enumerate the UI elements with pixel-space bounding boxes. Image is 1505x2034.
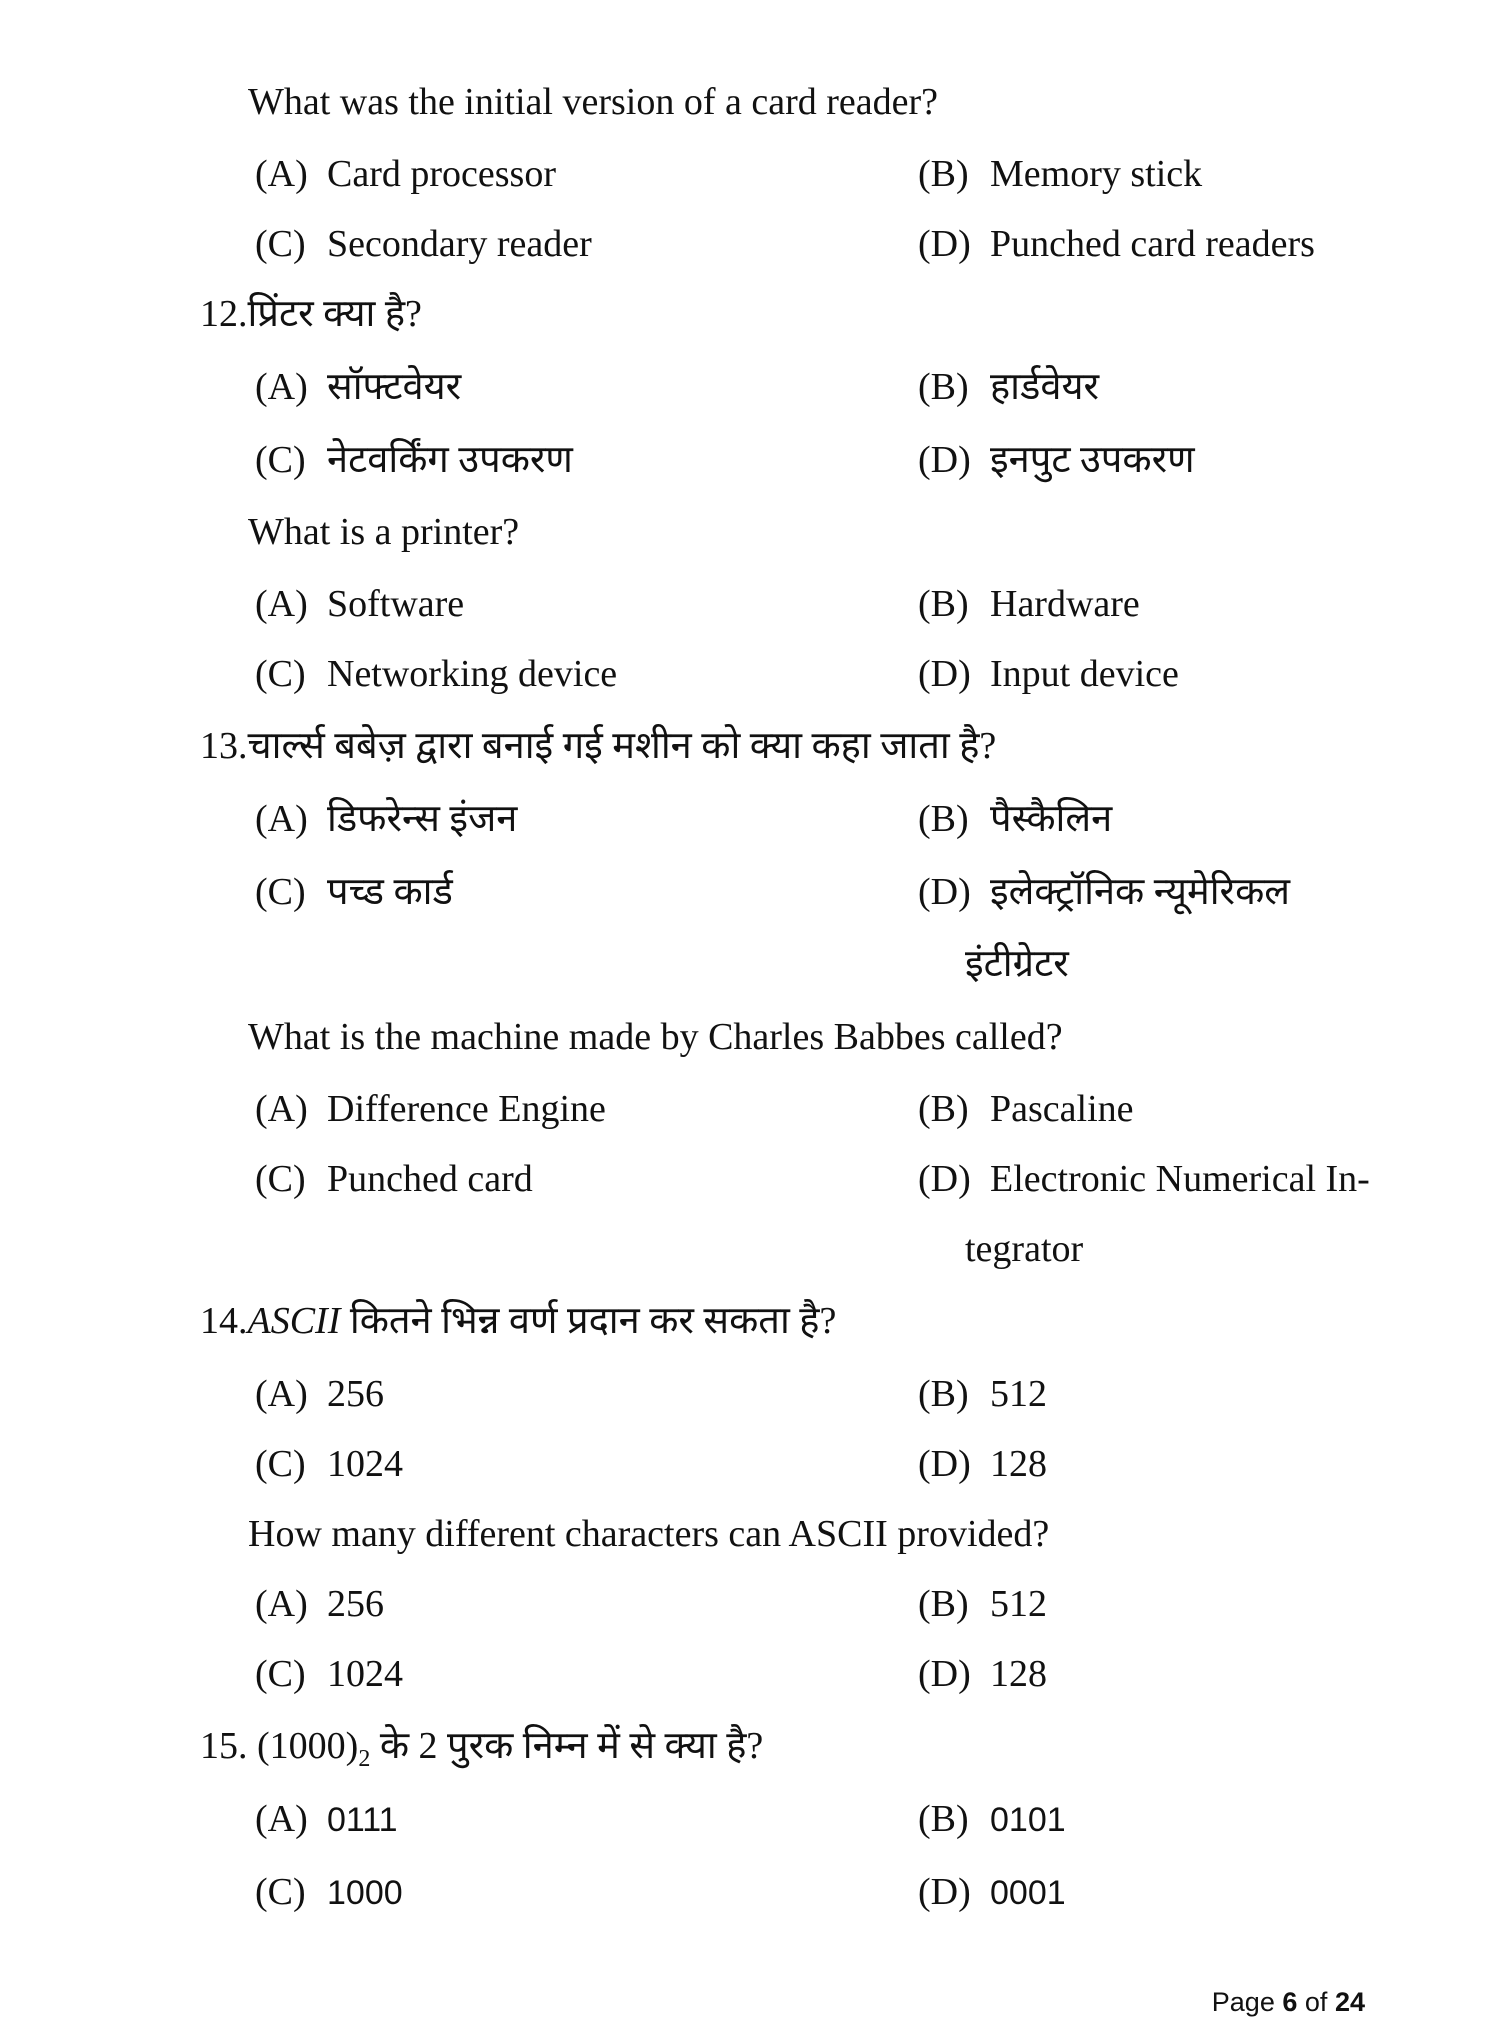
option-label: (A) [255, 366, 308, 408]
q15-option-d [918, 1868, 1066, 1917]
option-label: (A) [255, 1373, 308, 1415]
option-label: (A) [255, 583, 308, 625]
question-13-english: What is the machine made by Charles Babbes called? [248, 1016, 1063, 1058]
option-text: 1024 [327, 1653, 403, 1695]
q11-option-c [255, 220, 592, 268]
option-text: Hardware [990, 583, 1140, 625]
option-label: (D) [918, 1871, 971, 1913]
option-text: इलेक्ट्रॉनिक न्यूमेरिकल [990, 871, 1291, 913]
total-pages: 24 [1334, 1987, 1365, 2017]
option-text: Input device [990, 653, 1179, 695]
page-indicator [1212, 1985, 1365, 2019]
q12-hi-option-b [918, 363, 1099, 411]
option-label: (C) [255, 439, 306, 481]
option-label: (C) [255, 1871, 306, 1913]
option-label: (C) [255, 653, 306, 695]
q11-option-d [918, 220, 1315, 268]
option-text: Electronic Numerical In- [990, 1158, 1370, 1200]
q12-hi-option-a [255, 363, 461, 411]
option-text: Punched card readers [990, 223, 1315, 265]
option-text: नेटवर्किंग उपकरण [327, 439, 573, 481]
question-number: 15. [200, 1725, 248, 1767]
q13-hi-option-d [918, 868, 1290, 916]
question-number: 13. [200, 725, 248, 767]
option-text: इनपुट उपकरण [990, 439, 1195, 481]
option-label: (C) [255, 1443, 306, 1485]
option-label: (C) [255, 1158, 306, 1200]
option-text: Memory stick [990, 153, 1203, 195]
option-label: (D) [918, 1653, 971, 1695]
option-text: Software [327, 583, 465, 625]
option-text: 512 [990, 1583, 1047, 1625]
question-text: प्रिंटर क्या है? [247, 293, 422, 335]
q15-option-a [255, 1795, 398, 1844]
q13-en-option-b [918, 1085, 1134, 1133]
question-text: के 2 पुरक निम्न में से क्या है? [379, 1725, 764, 1767]
q13-hi-option-c [255, 868, 453, 916]
option-label: (C) [255, 871, 306, 913]
current-page: 6 [1282, 1987, 1298, 2017]
option-text: 128 [990, 1443, 1047, 1485]
option-label: (A) [255, 798, 308, 840]
q14-en-option-b [918, 1580, 1047, 1628]
question-14-english: How many different characters can ASCII provided? [248, 1513, 1050, 1555]
option-label: (B) [918, 366, 969, 408]
option-label: (A) [255, 1088, 308, 1130]
q12-en-option-d [918, 650, 1179, 698]
q15-option-b [918, 1795, 1066, 1844]
option-text: Punched card [327, 1158, 533, 1200]
option-label: (A) [255, 1798, 308, 1840]
q12-en-option-a [255, 580, 464, 628]
q14-en-option-c [255, 1650, 403, 1698]
q14-en-option-d [918, 1650, 1047, 1698]
option-label: (B) [918, 798, 969, 840]
q13-hi-option-a [255, 795, 517, 843]
question-text: कितने भिन्न वर्ण प्रदान कर सकता है? [349, 1300, 837, 1342]
option-label: (A) [255, 1583, 308, 1625]
question-13-hindi [200, 722, 996, 770]
option-label: (D) [918, 223, 971, 265]
q14-hi-option-d [918, 1440, 1047, 1488]
question-14-hindi [200, 1297, 836, 1345]
q12-hi-option-d [918, 436, 1195, 484]
option-text: डिफरेन्स इंजन [327, 798, 518, 840]
option-text: 256 [327, 1373, 384, 1415]
option-text: 512 [990, 1373, 1047, 1415]
option-label: (B) [918, 1373, 969, 1415]
option-label: (B) [918, 1798, 969, 1840]
q13-en-option-d [918, 1155, 1370, 1203]
option-label: (B) [918, 1088, 969, 1130]
option-text: 0001 [990, 1874, 1066, 1912]
option-label: (A) [255, 153, 308, 195]
q12-en-option-c [255, 650, 617, 698]
option-text: Secondary reader [327, 223, 592, 265]
q12-hi-option-c [255, 436, 573, 484]
q13-hi-option-b [918, 795, 1112, 843]
option-text: पच्ड कार्ड [327, 871, 453, 913]
q15-option-c [255, 1868, 403, 1917]
option-label: (D) [918, 1443, 971, 1485]
option-label: (D) [918, 653, 971, 695]
option-label: (C) [255, 1653, 306, 1695]
q11-option-b [918, 150, 1202, 198]
question-number: 12. [200, 293, 248, 335]
q13-en-option-a [255, 1085, 606, 1133]
option-text: 1000 [327, 1874, 403, 1912]
question-number: 14. [200, 1300, 248, 1342]
question-text: चार्ल्स बबेज़ द्वारा बनाई गई मशीन को क्या कहा जाता है? [247, 725, 997, 767]
q12-en-option-b [918, 580, 1140, 628]
page-of: of [1304, 1987, 1328, 2017]
option-text: हार्डवेयर [990, 366, 1100, 408]
option-label: (B) [918, 1583, 969, 1625]
option-text: 256 [327, 1583, 384, 1625]
q14-hi-option-a [255, 1370, 384, 1418]
question-11-english: What was the initial version of a card reader? [248, 81, 939, 123]
page-prefix: Page [1211, 1987, 1275, 2017]
q13-en-option-c [255, 1155, 533, 1203]
q13-hi-option-d-continued: इंटीग्रेटर [965, 943, 1069, 985]
option-text: 1024 [327, 1443, 403, 1485]
binary-value: (1000) [257, 1725, 359, 1767]
option-label: (D) [918, 439, 971, 481]
q13-en-option-d-continued: tegrator [965, 1228, 1084, 1270]
question-12-hindi [200, 290, 422, 338]
q11-option-a [255, 150, 556, 198]
q14-en-option-a [255, 1580, 384, 1628]
option-text: Pascaline [990, 1088, 1134, 1130]
option-label: (C) [255, 223, 306, 265]
option-text: Card processor [327, 153, 556, 195]
option-text: Difference Engine [327, 1088, 606, 1130]
question-15-hindi [200, 1722, 763, 1783]
binary-base: 2 [358, 1746, 371, 1772]
option-text: 0101 [990, 1801, 1066, 1839]
q14-hi-option-b [918, 1370, 1047, 1418]
option-text: पैस्कैलिन [990, 798, 1113, 840]
question-12-english: What is a printer? [248, 511, 520, 553]
option-label: (D) [918, 1158, 971, 1200]
option-label: (D) [918, 871, 971, 913]
option-text: 128 [990, 1653, 1047, 1695]
option-label: (B) [918, 153, 969, 195]
option-text: 0111 [327, 1801, 398, 1839]
option-text: Networking device [327, 653, 618, 695]
question-term: ASCII [247, 1300, 341, 1342]
option-text: सॉफ्टवेयर [327, 366, 462, 408]
option-label: (B) [918, 583, 969, 625]
q14-hi-option-c [255, 1440, 403, 1488]
